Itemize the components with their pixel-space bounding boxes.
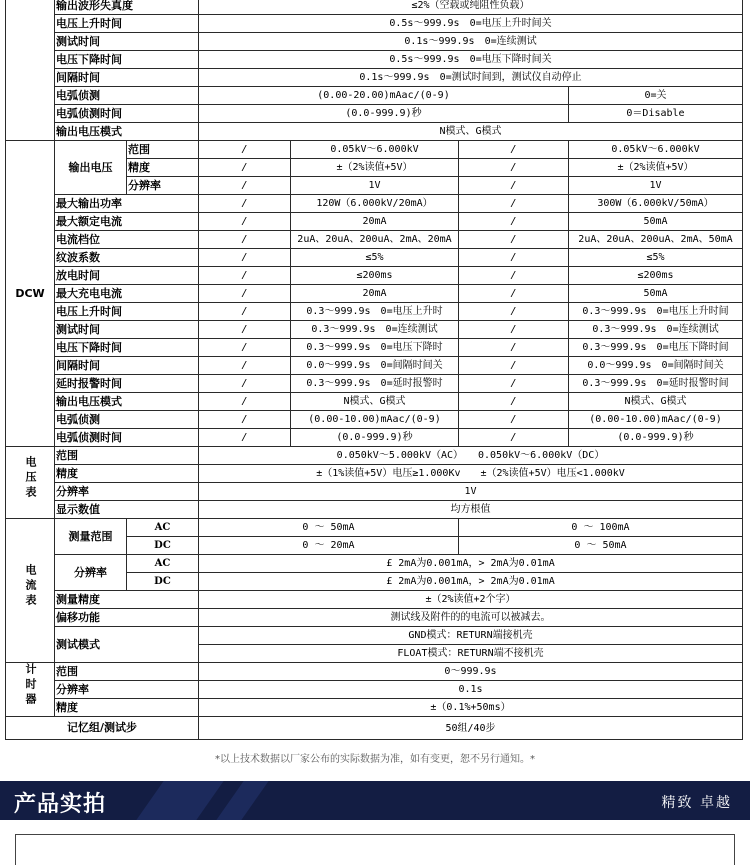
output-voltage-label: 输出电压 (55, 141, 127, 195)
spec-value: 0=关 (569, 87, 743, 105)
not-applicable-mark: / (459, 267, 569, 285)
table-row (6, 447, 743, 465)
spec-value: 20mA (291, 213, 459, 231)
table-row (6, 519, 743, 537)
spec-label: 分辨率 (127, 177, 199, 195)
table-row (6, 303, 743, 321)
spec-label: 精度 (55, 465, 199, 483)
spec-value: 20mA (291, 285, 459, 303)
not-applicable-mark: / (459, 249, 569, 267)
not-applicable-mark: / (199, 177, 291, 195)
spec-value: 300W（6.000kV/50mA） (569, 195, 743, 213)
not-applicable-mark: / (199, 195, 291, 213)
resolution-label: 分辨率 (55, 555, 127, 591)
not-applicable-mark: / (199, 159, 291, 177)
spec-label: 范围 (55, 663, 199, 681)
not-applicable-mark: / (199, 141, 291, 159)
spec-label: 输出电压模式 (55, 123, 199, 141)
table-row (6, 195, 743, 213)
spec-label: 放电时间 (55, 267, 199, 285)
not-applicable-mark: / (459, 195, 569, 213)
spec-label: 延时报警时间 (55, 375, 199, 393)
table-row (6, 465, 743, 483)
spec-value: 均方根值 (199, 501, 743, 519)
spec-value: 2uA、20uA、200uA、2mA、20mA (291, 231, 459, 249)
group-label: 电流表 (24, 564, 37, 609)
spec-value: ≤5% (291, 249, 459, 267)
spec-value: ±（2%读值+5V） (569, 159, 743, 177)
memory-label: 记忆组/测试步 (6, 717, 199, 740)
spec-value: 1V (569, 177, 743, 195)
spec-label: 最大输出功率 (55, 195, 199, 213)
group-cell-acw (6, 0, 55, 141)
spec-label: 电弧侦测时间 (55, 429, 199, 447)
not-applicable-mark: / (459, 303, 569, 321)
table-row (6, 375, 743, 393)
spec-value: N模式、G模式 (569, 393, 743, 411)
spec-label: 输出电压模式 (55, 393, 199, 411)
table-row (6, 591, 743, 609)
spec-label: 分辨率 (55, 681, 199, 699)
spec-value: 0 ～ 50mA (459, 537, 743, 555)
spec-value: 0.5s～999.9s 0=电压上升时间关 (199, 15, 743, 33)
spec-label: 输出波形失真度 (55, 0, 199, 15)
spec-value: ±（2%读值+2个字） (199, 591, 743, 609)
spec-label: 电弧侦测 (55, 87, 199, 105)
not-applicable-mark: / (459, 213, 569, 231)
not-applicable-mark: / (199, 375, 291, 393)
spec-value: ±（2%读值+5V） (291, 159, 459, 177)
spec-value: 0 ～ 20mA (199, 537, 459, 555)
not-applicable-mark: / (459, 375, 569, 393)
spec-label: 电弧侦测时间 (55, 105, 199, 123)
not-applicable-mark: / (199, 339, 291, 357)
group-cell-voltmeter (6, 447, 55, 519)
table-row (6, 231, 743, 249)
spec-label: 纹波系数 (55, 249, 199, 267)
banner-slogan: 精致 卓越 (661, 795, 732, 811)
not-applicable-mark: / (199, 231, 291, 249)
spec-value: (0.00-10.00)mAac/(0-9) (291, 411, 459, 429)
not-applicable-mark: / (459, 321, 569, 339)
not-applicable-mark: / (199, 429, 291, 447)
spec-value: 1V (199, 483, 743, 501)
spec-value: 0.1s～999.9s 0=连续测试 (199, 33, 743, 51)
spec-value: 50mA (569, 285, 743, 303)
table-row (6, 141, 743, 159)
not-applicable-mark: / (199, 303, 291, 321)
spec-value: 0 ～ 100mA (459, 519, 743, 537)
spec-value: £ 2mA为0.001mA，> 2mA为0.01mA (199, 555, 743, 573)
not-applicable-mark: / (459, 285, 569, 303)
not-applicable-mark: / (199, 249, 291, 267)
spec-value: 0.3～999.9s 0=电压上升时间 (569, 303, 743, 321)
table-row (6, 411, 743, 429)
not-applicable-mark: / (459, 357, 569, 375)
spec-label: 精度 (127, 159, 199, 177)
spec-value: N模式、G模式 (199, 123, 743, 141)
spec-label: 测量精度 (55, 591, 199, 609)
not-applicable-mark: / (459, 393, 569, 411)
spec-value: FLOAT模式：RETURN端不接机壳 (199, 645, 743, 663)
spec-value: 0.3～999.9s 0=延时报警时间 (569, 375, 743, 393)
table-row (6, 213, 743, 231)
spec-value: 0.3～999.9s 0=连续测试 (569, 321, 743, 339)
spec-value: £ 2mA为0.001mA，> 2mA为0.01mA (199, 573, 743, 591)
table-row (6, 681, 743, 699)
spec-value: 120W（6.000kV/20mA） (291, 195, 459, 213)
table-row (6, 663, 743, 681)
spec-value: ±（1%读值+5V）电压≥1.000Kv ±（2%读值+5V）电压<1.000kV (199, 465, 743, 483)
footnote: *以上技术数据以厂家公布的实际数据为准，如有变更，恕不另行通知。* (215, 754, 535, 765)
product-photo-frame (15, 834, 735, 865)
table-row (6, 609, 743, 627)
spec-value: (0.0-999.9)秒 (291, 429, 459, 447)
table-row (6, 429, 743, 447)
spec-label: 电压下降时间 (55, 339, 199, 357)
spec-value: (0.0-999.9)秒 (569, 429, 743, 447)
spec-value: ≤200ms (291, 267, 459, 285)
table-row (6, 249, 743, 267)
spec-value: 0.3～999.9s 0=电压上升时 (291, 303, 459, 321)
not-applicable-mark: / (199, 393, 291, 411)
table-row (6, 33, 743, 51)
not-applicable-mark: / (199, 357, 291, 375)
spec-label: 测试模式 (55, 627, 199, 663)
not-applicable-mark: / (199, 411, 291, 429)
spec-value: 1V (291, 177, 459, 195)
spec-label: 偏移功能 (55, 609, 199, 627)
group-cell-timer (6, 663, 55, 717)
table-row (6, 483, 743, 501)
table-row (6, 51, 743, 69)
spec-value: 0.3～999.9s 0=连续测试 (291, 321, 459, 339)
spec-value: (0.00-20.00)mAac/(0-9) (199, 87, 569, 105)
dc-label: DC (127, 573, 199, 591)
spec-label: 最大额定电流 (55, 213, 199, 231)
spec-label: 范围 (55, 447, 199, 465)
table-row (6, 0, 743, 15)
spec-value: 0.0～999.9s 0=间隔时间关 (569, 357, 743, 375)
not-applicable-mark: / (459, 231, 569, 249)
spec-value: ≤200ms (569, 267, 743, 285)
spec-value: GND模式：RETURN端接机壳 (199, 627, 743, 645)
spec-value: 50组/40步 (199, 717, 743, 740)
not-applicable-mark: / (199, 267, 291, 285)
ac-label: AC (127, 519, 199, 537)
spec-label: 显示数值 (55, 501, 199, 519)
table-row (6, 393, 743, 411)
spec-value: 2uA、20uA、200uA、2mA、50mA (569, 231, 743, 249)
spec-label: 电弧侦测 (55, 411, 199, 429)
spec-label: 电压上升时间 (55, 303, 199, 321)
spec-value: ≤2%（空载或纯阻性负载） (199, 0, 743, 15)
banner-title: 产品实拍 (14, 792, 107, 817)
dc-label: DC (127, 537, 199, 555)
spec-value: 0 ～ 50mA (199, 519, 459, 537)
table-row (6, 267, 743, 285)
table-row (6, 717, 743, 740)
spec-label: 范围 (127, 141, 199, 159)
spec-label: 电压下降时间 (55, 51, 199, 69)
group-cell-ammeter (6, 519, 55, 663)
spec-label: 间隔时间 (55, 69, 199, 87)
not-applicable-mark: / (199, 213, 291, 231)
table-row (6, 627, 743, 645)
table-row (6, 699, 743, 717)
spec-value: 0.1s～999.9s 0=测试时间到，测试仪自动停止 (199, 69, 743, 87)
spec-label: 电流档位 (55, 231, 199, 249)
table-row (6, 357, 743, 375)
spec-value: 0.3～999.9s 0=延时报警时 (291, 375, 459, 393)
not-applicable-mark: / (199, 321, 291, 339)
table-row (6, 123, 743, 141)
not-applicable-mark: / (459, 339, 569, 357)
banner-stripe (216, 781, 268, 820)
group-label: 计时器 (24, 663, 37, 708)
spec-label: 测试时间 (55, 33, 199, 51)
spec-value: 0.05kV～6.000kV (569, 141, 743, 159)
not-applicable-mark: / (459, 141, 569, 159)
spec-value: 0.5s～999.9s 0=电压下降时间关 (199, 51, 743, 69)
spec-value: (0.00-10.00)mAac/(0-9) (569, 411, 743, 429)
not-applicable-mark: / (459, 429, 569, 447)
table-row (6, 69, 743, 87)
spec-value: 0.050kV～5.000kV（AC） 0.050kV～6.000kV（DC） (199, 447, 743, 465)
not-applicable-mark: / (459, 159, 569, 177)
spec-table (5, 0, 743, 740)
spec-value: 0.05kV～6.000kV (291, 141, 459, 159)
table-row (6, 285, 743, 303)
spec-value: 0.0～999.9s 0=间隔时间关 (291, 357, 459, 375)
not-applicable-mark: / (459, 411, 569, 429)
table-row (6, 339, 743, 357)
spec-value: (0.0-999.9)秒 (199, 105, 569, 123)
table-row (6, 105, 743, 123)
spec-value: 0＝Disable (569, 105, 743, 123)
spec-value: 0.1s (199, 681, 743, 699)
table-row (6, 87, 743, 105)
table-row (6, 15, 743, 33)
product-photo-banner (0, 781, 750, 820)
spec-label: 电压上升时间 (55, 15, 199, 33)
measure-range-label: 测量范围 (55, 519, 127, 555)
group-label: 电压表 (24, 456, 37, 501)
spec-value: 0.3～999.9s 0=电压下降时间 (569, 339, 743, 357)
spec-value: 测试线及附件的的电流可以被减去。 (199, 609, 743, 627)
ac-label: AC (127, 555, 199, 573)
not-applicable-mark: / (199, 285, 291, 303)
not-applicable-mark: / (459, 177, 569, 195)
spec-label: 最大充电电流 (55, 285, 199, 303)
spec-label: 间隔时间 (55, 357, 199, 375)
table-row (6, 501, 743, 519)
spec-label: 精度 (55, 699, 199, 717)
spec-value: ≤5% (569, 249, 743, 267)
table-row (6, 321, 743, 339)
group-label-dcw: DCW (6, 141, 55, 447)
spec-value: 50mA (569, 213, 743, 231)
banner-stripe (136, 781, 223, 820)
spec-value: 0.3～999.9s 0=电压下降时 (291, 339, 459, 357)
table-row (6, 555, 743, 573)
spec-value: N模式、G模式 (291, 393, 459, 411)
spec-label: 测试时间 (55, 321, 199, 339)
spec-value: ±（0.1%+50ms） (199, 699, 743, 717)
spec-label: 分辨率 (55, 483, 199, 501)
spec-value: 0～999.9s (199, 663, 743, 681)
